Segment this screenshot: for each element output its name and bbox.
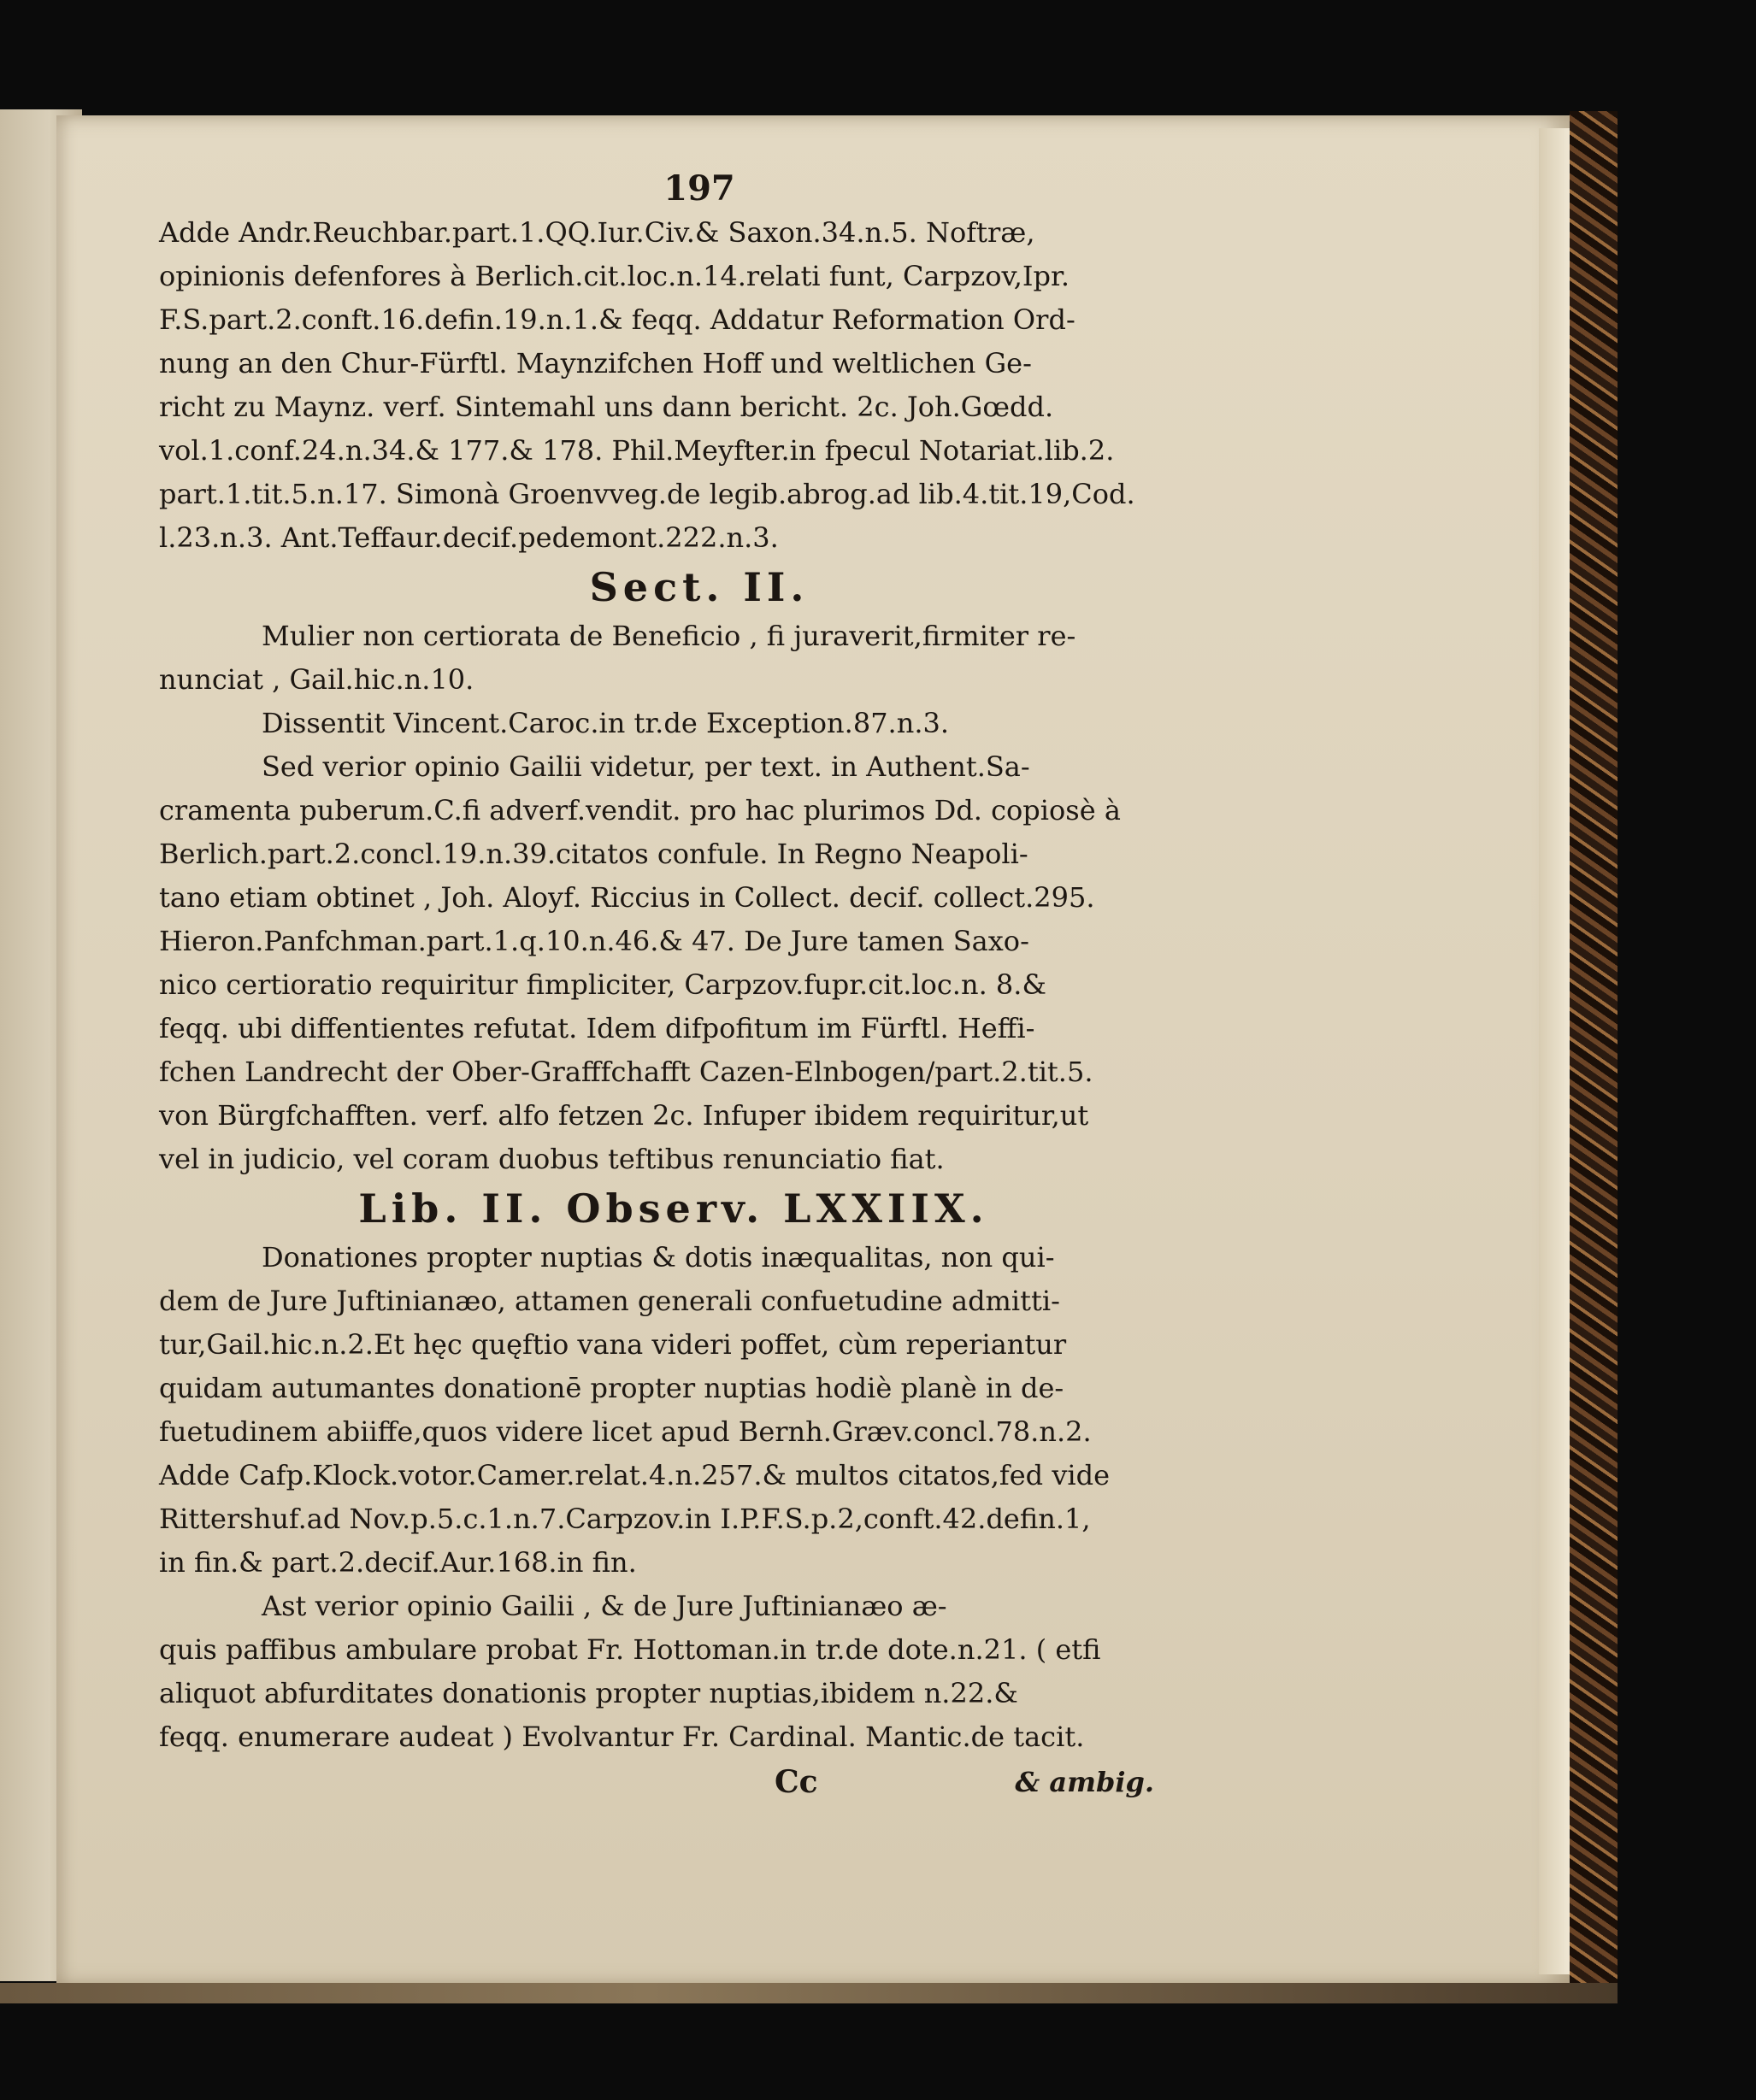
text-line: tano etiam obtinet , Joh. Aloyf. Riccius in Collect. decif. collect.295. [159,881,1095,914]
text-line: Mulier non certiorata de Beneficio , fi juraverit,firmiter re- [262,620,1076,652]
text-line: nunciat , Gail.hic.n.10. [159,663,474,696]
text-line: nico certioratio requiritur fimpliciter, Carpzov.fupr.cit.loc.n. 8.& [159,968,1046,1001]
paragraph-5 [159,1236,1188,1585]
text-line: feqq. ubi diffentientes refutat. Idem difpofitum im Fürftl. Heffi- [159,1012,1035,1044]
text-line: l.23.n.3. Ant.Teffaur.decif.pedemont.222.n.3. [159,521,779,554]
paragraph-6 [159,1585,1188,1759]
text-line: Hieron.Panfchman.part.1.q.10.n.46.& 47. De Jure tamen Saxo- [159,925,1029,957]
text-line: quidam autumantes donationē propter nuptias hodiè planè in de- [159,1372,1064,1404]
text-line: aliquot abfurditates donationis propter nuptias,ibidem n.22.& [159,1677,1018,1709]
text-line: cramenta puberum.C.fi adverf.vendit. pro hac plurimos Dd. copiosè à [159,794,1121,826]
text-line: part.1.tit.5.n.17. Simonà Groenvveg.de legib.abrog.ad lib.4.tit.19,Cod. [159,478,1135,510]
paragraph-4 [159,745,1188,1181]
page-bottom-edge [0,1983,1618,2003]
text-line: dem de Jure Juftinianæo, attamen generali confuetudine admitti- [159,1285,1060,1317]
catchword: & ambig. [1015,1766,1154,1798]
paragraph-3 [159,702,1188,745]
text-line: vel in judicio, vel coram duobus teftibus renunciatio fiat. [159,1143,945,1175]
text-line: Donationes propter nuptias & dotis inæqualitas, non qui- [262,1241,1055,1274]
paragraph-2 [159,615,1188,702]
text-line: Rittershuf.ad Nov.p.5.c.1.n.7.Carpzov.in I.P.F.S.p.2,conft.42.defin.1, [159,1503,1091,1535]
page-number: 197 [663,168,735,209]
text-line: Adde Andr.Reuchbar.part.1.QQ.Iur.Civ.& Saxon.34.n.5. Noftræ, [159,216,1035,249]
text-line: richt zu Maynz. verf. Sintemahl uns dann bericht. 2c. Joh.Gœdd. [159,391,1054,423]
text-line: Adde Cafp.Klock.votor.Camer.relat.4.n.257.& multos citatos,fed vide [159,1459,1111,1491]
text-line: Berlich.part.2.concl.19.n.39.citatos confule. In Regno Neapoli- [159,838,1028,870]
page-text-block [159,167,1188,1805]
text-line: fchen Landrecht der Ober-Grafffchafft Cazen-Elnbogen/part.2.tit.5. [159,1056,1093,1088]
page-footer [159,1759,1188,1805]
paragraph-1 [159,211,1188,560]
page-right-edge [1539,128,1570,1974]
text-line: opinionis defenfores à Berlich.cit.loc.n.14.relati funt, Carpzov,Ipr. [159,260,1070,292]
section-heading: Sect. II. [589,564,810,610]
text-line: F.S.part.2.conft.16.defin.19.n.1.& feqq. Addatur Reformation Ord- [159,303,1075,336]
marbled-cover-edge [1570,111,1618,2000]
text-line: Ast verior opinio Gailii , & de Jure Juftinianæo æ- [262,1590,947,1622]
text-line: Sed verior opinio Gailii videtur, per text. in Authent.Sa- [262,750,1030,783]
text-line: feqq. enumerare audeat ) Evolvantur Fr. Cardinal. Mantic.de tacit. [159,1721,1085,1753]
text-line: nung an den Chur-Fürftl. Maynzifchen Hoff und weltlichen Ge- [159,347,1032,379]
text-line: in fin.& part.2.decif.Aur.168.in fin. [159,1546,637,1579]
text-line: von Bürgfchafften. verf. alfo fetzen 2c. Infuper ibidem requiritur,ut [159,1099,1089,1132]
text-line: tur,Gail.hic.n.2.Et hęc quęftio vana videri poffet, cùm reperiantur [159,1328,1067,1361]
signature-mark: Cc [775,1764,818,1800]
text-line: Dissentit Vincent.Caroc.in tr.de Exception.87.n.3. [262,707,950,739]
text-line: vol.1.conf.24.n.34.& 177.& 178. Phil.Meyfter.in fpecul Notariat.lib.2. [159,434,1115,467]
text-line: quis paffibus ambulare probat Fr. Hottoman.in tr.de dote.n.21. ( etfi [159,1633,1101,1666]
text-line: fuetudinem abiiffe,quos videre licet apud Bernh.Græv.concl.78.n.2. [159,1415,1092,1448]
observation-heading: Lib. II. Observ. LXXIIX. [358,1185,989,1232]
